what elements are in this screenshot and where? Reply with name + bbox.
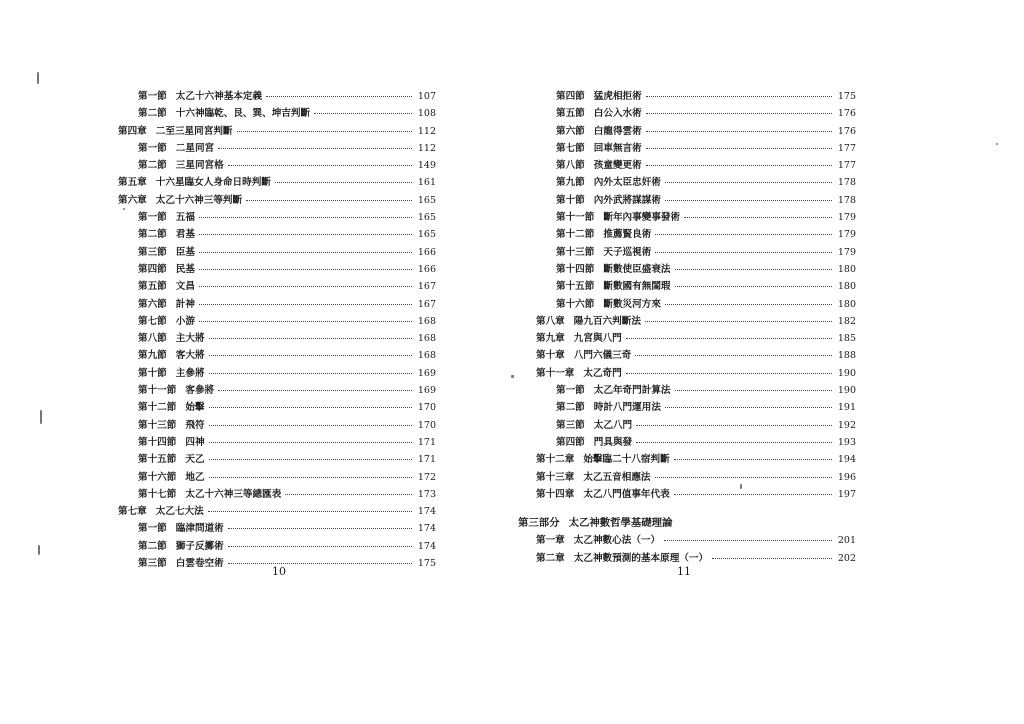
toc-entry-number: 第二節: [138, 540, 167, 552]
toc-entry-number: 第三節: [556, 419, 585, 431]
toc-entry-title: 太乙八門值事年代表: [583, 488, 670, 500]
toc-entry-title: 太乙八門: [593, 419, 633, 431]
toc-entry-title: 五福: [175, 212, 195, 224]
toc-entry: [118, 278, 436, 295]
dot-leader: [646, 96, 832, 97]
toc-entry-page: 178: [837, 177, 856, 189]
dot-leader: [199, 252, 412, 253]
toc-entry: [118, 296, 436, 313]
toc-entry: [518, 330, 856, 347]
toc-entry: [118, 261, 436, 278]
toc-entry: [118, 469, 436, 486]
toc-entry-number: 第十四節: [138, 436, 177, 448]
toc-entry-page: 108: [417, 108, 436, 120]
toc-entry-number: 第十三節: [556, 246, 595, 258]
scan-speck: [38, 545, 40, 555]
toc-entry-number: 第九節: [556, 177, 585, 189]
toc-entry: [118, 417, 436, 434]
toc-entry-number: 第三部分: [518, 517, 560, 530]
toc-entry-title: 內外太臣忠奸術: [593, 177, 661, 189]
toc-entry-page: 112: [417, 142, 436, 154]
toc-entry-title: 四神: [185, 436, 205, 448]
dot-leader: [218, 390, 412, 391]
toc-entry: [118, 105, 436, 122]
dot-leader: [665, 304, 832, 305]
toc-entry-page: 174: [417, 540, 436, 552]
scan-speck: [123, 208, 125, 210]
toc-entry: [118, 503, 436, 520]
toc-entry-title: 八門六儀三奇: [573, 350, 632, 362]
toc-entry-title: 斷數災河方來: [603, 298, 661, 310]
toc-entry-number: 第八節: [556, 160, 585, 172]
toc-entry-number: 第五節: [138, 281, 167, 293]
toc-entry-page: 191: [837, 402, 856, 414]
dot-leader: [684, 217, 832, 218]
toc-entry-page: 167: [417, 298, 436, 310]
toc-entry: [518, 417, 856, 434]
toc-entry-number: 第一章: [536, 535, 565, 547]
toc-entry-title: 太乙十六神三等判斷: [155, 194, 243, 206]
dot-leader: [209, 373, 412, 374]
dot-leader: [218, 148, 412, 149]
toc-entry: [118, 226, 436, 243]
scan-speck: [37, 72, 39, 84]
toc-entry-title: 內外武將謀謀術: [593, 194, 661, 206]
toc-entry-title: 九宮與八門: [573, 333, 622, 345]
toc-entry-number: 第一節: [138, 142, 167, 154]
toc-entry-title: 孩童變更術: [593, 160, 642, 172]
toc-entry-number: 第一節: [556, 385, 585, 397]
toc-entry-title: 太乙七大法: [155, 506, 204, 518]
toc-entry-title: 十六神臨乾、艮、巽、坤吉判斷: [175, 108, 311, 120]
toc-entry: [118, 520, 436, 537]
toc-entry-title: 天乙: [185, 454, 205, 466]
toc-entry-page: 178: [837, 194, 856, 206]
toc-entry-title: 太乙神數哲學基礎理論: [568, 517, 673, 530]
toc-entry-page: 177: [837, 160, 856, 172]
toc-entry: [118, 451, 436, 468]
scan-speck: [740, 484, 742, 489]
toc-entry-title: 獅子反擲術: [175, 540, 224, 552]
toc-entry-number: 第七節: [138, 315, 167, 327]
toc-entry-page: 169: [417, 385, 436, 397]
toc-entry: [518, 157, 856, 174]
toc-entry-number: 第一節: [138, 91, 167, 102]
dot-leader: [209, 355, 412, 356]
toc-entry: [118, 244, 436, 261]
toc-entry-number: 第十三節: [138, 419, 177, 431]
dot-leader: [208, 511, 412, 512]
toc-entry-page: 170: [417, 419, 436, 431]
toc-entry-number: 第二章: [536, 552, 565, 564]
scan-speck: [40, 410, 42, 424]
dot-leader: [645, 321, 832, 322]
toc-entry-page: 171: [417, 436, 436, 448]
toc-entry-title: 二星同宮: [175, 142, 215, 154]
toc-entry-number: 第十四章: [536, 488, 575, 500]
page-number: 10: [272, 565, 286, 578]
toc-entry-number: 第三節: [138, 558, 167, 570]
toc-entry: [518, 503, 856, 509]
toc-entry-number: 第一節: [138, 212, 167, 224]
toc-entry: [518, 123, 856, 140]
toc-entry-page: 190: [837, 367, 856, 379]
toc-entry-page: 180: [837, 298, 856, 310]
toc-entry-number: 第六章: [118, 194, 147, 206]
toc-entry-number: 第二節: [138, 160, 167, 172]
toc-entry-number: 第四節: [138, 263, 167, 275]
toc-entry-title: 太乙十六神三等總匯表: [185, 488, 282, 500]
toc-entry: [518, 296, 856, 313]
toc-entry: [118, 538, 436, 555]
toc-entry-title: 飛符: [185, 419, 205, 431]
toc-entry-page: 112: [417, 125, 436, 137]
toc-entry-title: 回車無言術: [593, 142, 642, 154]
scan-speck: [511, 375, 514, 378]
toc-entry-title: 始擊臨二十八宿判斷: [583, 454, 670, 466]
toc-entry-page: 168: [417, 350, 436, 362]
toc-entry: [518, 532, 856, 549]
toc-entry-number: 第十二節: [138, 402, 177, 414]
dot-leader: [209, 459, 412, 460]
toc-entry-page: 192: [837, 419, 856, 431]
toc-entry-page: 180: [837, 281, 856, 293]
toc-entry: [518, 261, 856, 278]
toc-entry-title: 民基: [175, 263, 195, 275]
toc-entry-title: 始擊: [185, 402, 205, 414]
toc-entry: [118, 434, 436, 451]
toc-entry: [518, 244, 856, 261]
toc-entry: [518, 399, 856, 416]
toc-entry-number: 第一節: [138, 523, 167, 535]
toc-entry-number: 第十一節: [556, 212, 595, 224]
toc-entry-number: 第七章: [118, 506, 147, 518]
toc-entry-title: 太乙神數心法（一）: [573, 535, 661, 547]
toc-entry-number: 第十七節: [138, 488, 177, 500]
dot-leader: [266, 96, 412, 97]
toc-entry-page: 193: [837, 436, 856, 448]
toc-entry-number: 第二節: [138, 229, 167, 241]
toc-entry-page: 171: [417, 454, 436, 466]
toc-entry: [118, 140, 436, 157]
toc-entry-title: 計神: [175, 298, 195, 310]
dot-leader: [675, 269, 832, 270]
dot-leader: [275, 182, 412, 183]
dot-leader: [199, 269, 412, 270]
toc-entry-number: 第十節: [556, 194, 585, 206]
toc-entry-number: 第四節: [556, 91, 585, 102]
toc-entry: [118, 330, 436, 347]
toc-entry-page: 175: [837, 91, 856, 102]
toc-entry-title: 白公入水術: [593, 108, 642, 120]
dot-leader: [664, 540, 832, 541]
toc-entry-title: 猛虎相拒術: [593, 91, 642, 102]
toc-entry: [518, 486, 856, 503]
toc-entry: [118, 365, 436, 382]
toc-entry-page: 168: [417, 315, 436, 327]
dot-leader: [285, 494, 412, 495]
toc-entry-page: 175: [417, 558, 436, 570]
toc-entry-number: 第二節: [556, 402, 585, 414]
toc-entry: [518, 209, 856, 226]
toc-entry-title: 三星同宮格: [175, 160, 224, 172]
toc-entry-number: 第十六節: [556, 298, 595, 310]
toc-entry-page: 180: [837, 263, 856, 275]
toc-entry-page: 176: [837, 108, 856, 120]
toc-entry: [118, 123, 436, 140]
toc-entry: [518, 382, 856, 399]
toc-entry-title: 客參將: [185, 385, 215, 397]
toc-entry-page: 166: [417, 246, 436, 258]
toc-entry-page: 165: [417, 212, 436, 224]
toc-entry: [118, 157, 436, 174]
toc-entry-page: 196: [837, 471, 856, 483]
toc-entry-title: 時計八門運用法: [593, 402, 661, 414]
toc-entry-number: 第十二節: [556, 229, 595, 241]
dot-leader: [199, 234, 412, 235]
toc-entry-number: 第二節: [138, 108, 167, 120]
toc-entry-number: 第三節: [138, 246, 167, 258]
toc-entry: [518, 451, 856, 468]
toc-entry-title: 客大將: [175, 350, 205, 362]
dot-leader: [199, 304, 412, 305]
toc-entry: [118, 486, 436, 503]
dot-leader: [665, 182, 832, 183]
toc-entry-number: 第八節: [138, 333, 167, 345]
toc-entry-title: 太乙十六神基本定義: [175, 91, 263, 102]
toc-entry-page: 174: [417, 523, 436, 535]
toc-entry-page: 165: [417, 194, 436, 206]
dot-leader: [665, 407, 832, 408]
dot-leader: [665, 200, 832, 201]
toc-entry-title: 臨津問道術: [175, 523, 224, 535]
toc-entry: [518, 278, 856, 295]
toc-entry: [518, 192, 856, 209]
dot-leader: [209, 477, 412, 478]
dot-leader: [636, 425, 832, 426]
toc-entry-number: 第十五節: [138, 454, 177, 466]
page-number: 11: [677, 565, 691, 578]
toc-entry-number: 第九節: [138, 350, 167, 362]
toc-entry-page: 166: [417, 263, 436, 275]
toc-entry-number: 第八章: [536, 315, 565, 327]
dot-leader: [246, 200, 412, 201]
dot-leader: [626, 373, 832, 374]
toc-entry-number: 第十三章: [536, 471, 575, 483]
toc-entry-page: 188: [837, 350, 856, 362]
toc-entry: [518, 365, 856, 382]
toc-entry-number: 第十二章: [536, 454, 575, 466]
dot-leader: [635, 355, 832, 356]
dot-leader: [228, 528, 412, 529]
toc-entry: [118, 88, 436, 105]
dot-leader: [209, 338, 412, 339]
toc-entry-page: 190: [837, 385, 856, 397]
toc-entry-number: 第十一章: [536, 367, 575, 379]
toc-entry-number: 第六節: [556, 125, 585, 137]
toc-entry-title: 斷數使臣盛衰法: [603, 263, 671, 275]
toc-entry: [518, 88, 856, 105]
toc-entry-title: 太乙年奇門計算法: [593, 385, 671, 397]
toc-entry-number: 第五章: [118, 177, 147, 189]
toc-entry-page: 172: [417, 471, 436, 483]
toc-entry-page: 176: [837, 125, 856, 137]
toc-entry-title: 十六星臨女人身命日時判斷: [155, 177, 271, 189]
toc-entry-title: 斷年內事變事發術: [603, 212, 681, 224]
toc-entry-page: 168: [417, 333, 436, 345]
toc-entry-title: 天子巡視術: [603, 246, 652, 258]
toc-entry: [118, 192, 436, 209]
toc-entry-page: 174: [417, 506, 436, 518]
toc-entry-page: 161: [417, 177, 436, 189]
toc-entry-title: 主參將: [175, 367, 205, 379]
toc-entry-page: 173: [417, 488, 436, 500]
toc-entry-page: 179: [837, 212, 856, 224]
toc-entry-title: 君基: [175, 229, 195, 241]
dot-leader: [199, 286, 412, 287]
toc-entry-number: 第十章: [536, 350, 565, 362]
toc-entry: [518, 105, 856, 122]
toc-entry-page: 177: [837, 142, 856, 154]
toc-entry-number: 第十五節: [556, 281, 595, 293]
dot-leader: [228, 546, 412, 547]
toc-entry-number: 第十節: [138, 367, 167, 379]
toc-entry: [518, 347, 856, 364]
dot-leader: [646, 165, 832, 166]
toc-entry-page: 167: [417, 281, 436, 293]
toc-entry-number: 第七節: [556, 142, 585, 154]
toc-entry-title: 斷數國有無閨瑕: [603, 281, 671, 293]
toc-entry: [118, 174, 436, 191]
toc-entry-number: 第十一節: [138, 385, 177, 397]
toc-entry-number: 第四節: [556, 436, 585, 448]
toc-entry-title: 白龍得雲術: [593, 125, 642, 137]
toc-entry-title: 地乙: [185, 471, 205, 483]
toc-entry-number: 第十六節: [138, 471, 177, 483]
dot-leader: [646, 148, 832, 149]
dot-leader: [675, 390, 832, 391]
dot-leader: [675, 286, 832, 287]
dot-leader: [655, 252, 832, 253]
toc-entry-title: 太乙奇門: [583, 367, 622, 379]
toc-entry: [518, 140, 856, 157]
toc-entry-page: 169: [417, 367, 436, 379]
dot-leader: [237, 131, 412, 132]
dot-leader: [228, 165, 412, 166]
toc-entry: [518, 434, 856, 451]
toc-entry: [518, 515, 856, 532]
scan-speck: [996, 143, 998, 145]
toc-entry-number: 第五節: [556, 108, 585, 120]
dot-leader: [636, 442, 832, 443]
toc-entry-title: 小游: [175, 315, 195, 327]
dot-leader: [209, 425, 412, 426]
dot-leader: [199, 217, 412, 218]
dot-leader: [209, 407, 412, 408]
toc-entry-number: 第九章: [536, 333, 565, 345]
toc-entry-page: 179: [837, 229, 856, 241]
toc-entry-number: 第四章: [118, 125, 147, 137]
table-of-contents: [118, 88, 436, 572]
toc-entry-page: 194: [837, 454, 856, 466]
toc-entry-page: 170: [417, 402, 436, 414]
toc-entry-page: 149: [417, 160, 436, 172]
dot-leader: [674, 459, 832, 460]
dot-leader: [646, 113, 832, 114]
toc-entry-title: 推薦賢良術: [603, 229, 652, 241]
toc-entry: [118, 399, 436, 416]
dot-leader: [655, 234, 832, 235]
toc-entry-number: 第六節: [138, 298, 167, 310]
dot-leader: [655, 477, 832, 478]
dot-leader: [199, 321, 412, 322]
dot-leader: [674, 494, 832, 495]
toc-entry-title: 陽九百六判斷法: [573, 315, 641, 327]
toc-entry: [118, 209, 436, 226]
toc-entry-page: 182: [837, 315, 856, 327]
dot-leader: [209, 442, 412, 443]
dot-leader: [314, 113, 412, 114]
toc-entry-title: 太乙神數預測的基本原理（一）: [573, 552, 709, 564]
toc-entry-page: 179: [837, 246, 856, 258]
toc-entry-page: 185: [837, 333, 856, 345]
toc-entry-title: 太乙五音相應法: [583, 471, 651, 483]
toc-entry-page: 107: [417, 91, 436, 102]
toc-entry: [118, 382, 436, 399]
toc-entry-title: 主大將: [175, 333, 205, 345]
dot-leader: [646, 131, 832, 132]
toc-entry: [118, 313, 436, 330]
dot-leader: [228, 563, 412, 564]
toc-entry-page: 201: [837, 535, 856, 547]
toc-entry-page: 197: [837, 488, 856, 500]
right-page: [512, 0, 1024, 724]
toc-entry: [518, 174, 856, 191]
toc-entry-title: 文昌: [175, 281, 195, 293]
toc-entry-title: 門具與發: [593, 436, 633, 448]
toc-entry-page: 202: [837, 552, 856, 564]
toc-entry: [118, 347, 436, 364]
toc-entry-page: 165: [417, 229, 436, 241]
dot-leader: [712, 558, 832, 559]
toc-entry-number: 第十四節: [556, 263, 595, 275]
toc-entry-title: 白雲卷空術: [175, 558, 224, 570]
dot-leader: [626, 338, 832, 339]
table-of-contents: [518, 88, 856, 567]
toc-entry-title: 二至三星同宮判斷: [155, 125, 233, 137]
toc-entry: [518, 469, 856, 486]
toc-entry-title: 臣基: [175, 246, 195, 258]
toc-entry: [518, 226, 856, 243]
toc-entry: [518, 313, 856, 330]
